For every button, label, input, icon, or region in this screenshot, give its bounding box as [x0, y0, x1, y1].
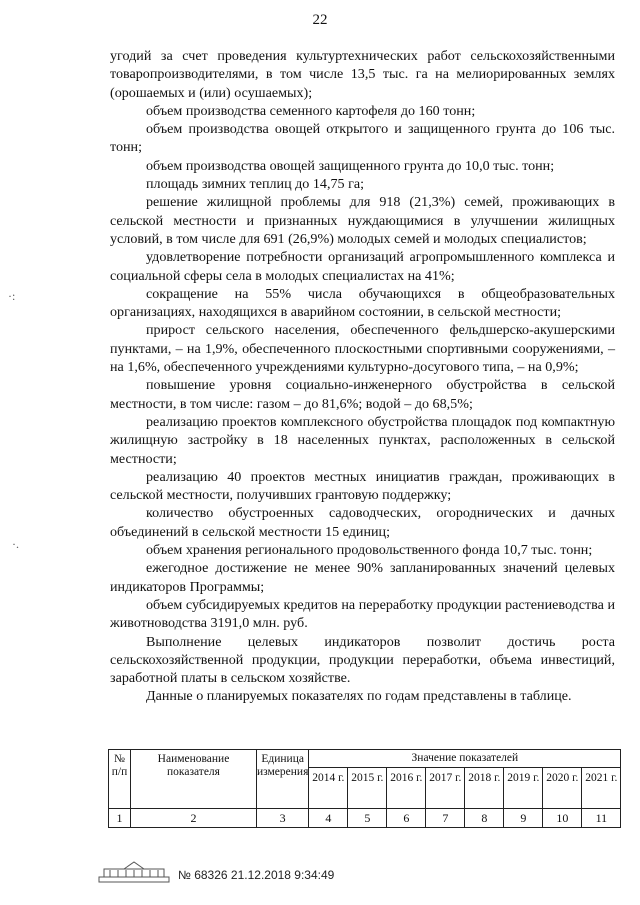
indicators-table [108, 749, 621, 828]
body-text [110, 47, 615, 706]
paragraph: площадь зимних теплиц до 14,75 га; [146, 176, 365, 193]
column-number: 8 [465, 809, 504, 828]
header-unit: Единица измерения [257, 750, 309, 809]
header-year: 2020 г. [543, 768, 582, 809]
header-year: 2019 г. [504, 768, 543, 809]
column-number: 7 [426, 809, 465, 828]
column-number: 3 [257, 809, 309, 828]
column-number: 4 [309, 809, 348, 828]
paragraph: объем производства овощей защищенного грунта до 10,0 тыс. тонн; [146, 157, 555, 174]
column-number: 10 [543, 809, 582, 828]
column-number: 6 [387, 809, 426, 828]
header-year: 2015 г. [348, 768, 387, 809]
page-number: 22 [312, 12, 328, 28]
column-number: 2 [131, 809, 257, 828]
scan-speck-icon: ·. [12, 537, 19, 551]
header-values-group: Значение показателей [309, 750, 621, 768]
paragraph: объем хранения регионального продовольственного фонда 10,7 тыс. тонн; [146, 542, 593, 559]
column-number: 9 [504, 809, 543, 828]
paragraph: ежегодное достижение не менее 90% запланированных значений целевых индикаторов Программы; [110, 560, 615, 595]
paragraph: Данные о планируемых показателях по годам представлены в таблице. [146, 688, 572, 705]
column-number: 5 [348, 809, 387, 828]
paragraph: Выполнение целевых индикаторов позволит достичь роста сельскохозяйственной продукции, продукции переработки, объема инвестиций, заработной платы в сельском хозяйстве. [110, 633, 615, 687]
building-stamp-icon [98, 861, 170, 883]
paragraph: угодий за счет проведения культуртехнических работ сельскохозяйственными товаропроизводителями, в том числе 13,5 тыс. га на мелиорированных землях (орошаемых и (или) осушаемых); [110, 48, 615, 101]
header-year: 2016 г. [387, 768, 426, 809]
paragraph: удовлетворение потребности организаций агропромышленного комплекса и социальной сферы села в молодых специалистах на 41%; [110, 249, 615, 284]
paragraph: сокращение на 55% числа обучающихся в общеобразовательных организациях, находящихся в аварийном состоянии, в сельской местности; [110, 285, 615, 321]
registration-line: № 68326 21.12.2018 9:34:49 [178, 868, 335, 882]
paragraph: решение жилищной проблемы для 918 (21,3%) семей, проживающих в сельской местности и признанных нуждающимися в улучшении жилищных условий, в том числе для 691 (26,9%) молодых семей и молодых специалистов; [110, 194, 615, 247]
scan-speck-icon: ·: [8, 289, 16, 303]
header-year: 2018 г. [465, 768, 504, 809]
header-name: Наименование показателя [131, 750, 257, 809]
header-year: 2014 г. [309, 768, 348, 809]
paragraph: реализацию проектов комплексного обустройства площадок под компактную жилищную застройку в 18 населенных пунктах, расположенных в сельской местности; [110, 413, 615, 467]
paragraph: прирост сельского населения, обеспеченного фельдшерско-акушерскими пунктами, – на 1,9%, обеспеченного плоскостными спортивными сооружениями, – на 1,6%, обеспеченного учреждениями культурно-досугового типа, – на 0,9%; [110, 322, 615, 376]
header-year: 2021 г. [582, 768, 621, 809]
column-number: 1 [109, 809, 131, 828]
header-num: № п/п [109, 750, 131, 809]
paragraph: объем субсидируемых кредитов на переработку продукции растениеводства и животноводства 3191,0 млн. руб. [110, 596, 615, 632]
paragraph: количество обустроенных садоводческих, огороднических и дачных объединений в сельской местности 15 единиц; [110, 505, 615, 540]
column-number: 11 [582, 809, 621, 828]
paragraph: объем производства семенного картофеля до 160 тонн; [146, 102, 476, 119]
paragraph: объем производства овощей открытого и защищенного грунта до 106 тыс. тонн; [110, 121, 615, 156]
header-year: 2017 г. [426, 768, 465, 809]
paragraph: повышение уровня социально-инженерного обустройства в сельской местности, в том числе: газом – до 81,6%; водой – до 68,5%; [110, 377, 615, 412]
paragraph: реализацию 40 проектов местных инициатив граждан, проживающих в сельской местности, получивших грантовую поддержку; [110, 468, 615, 504]
